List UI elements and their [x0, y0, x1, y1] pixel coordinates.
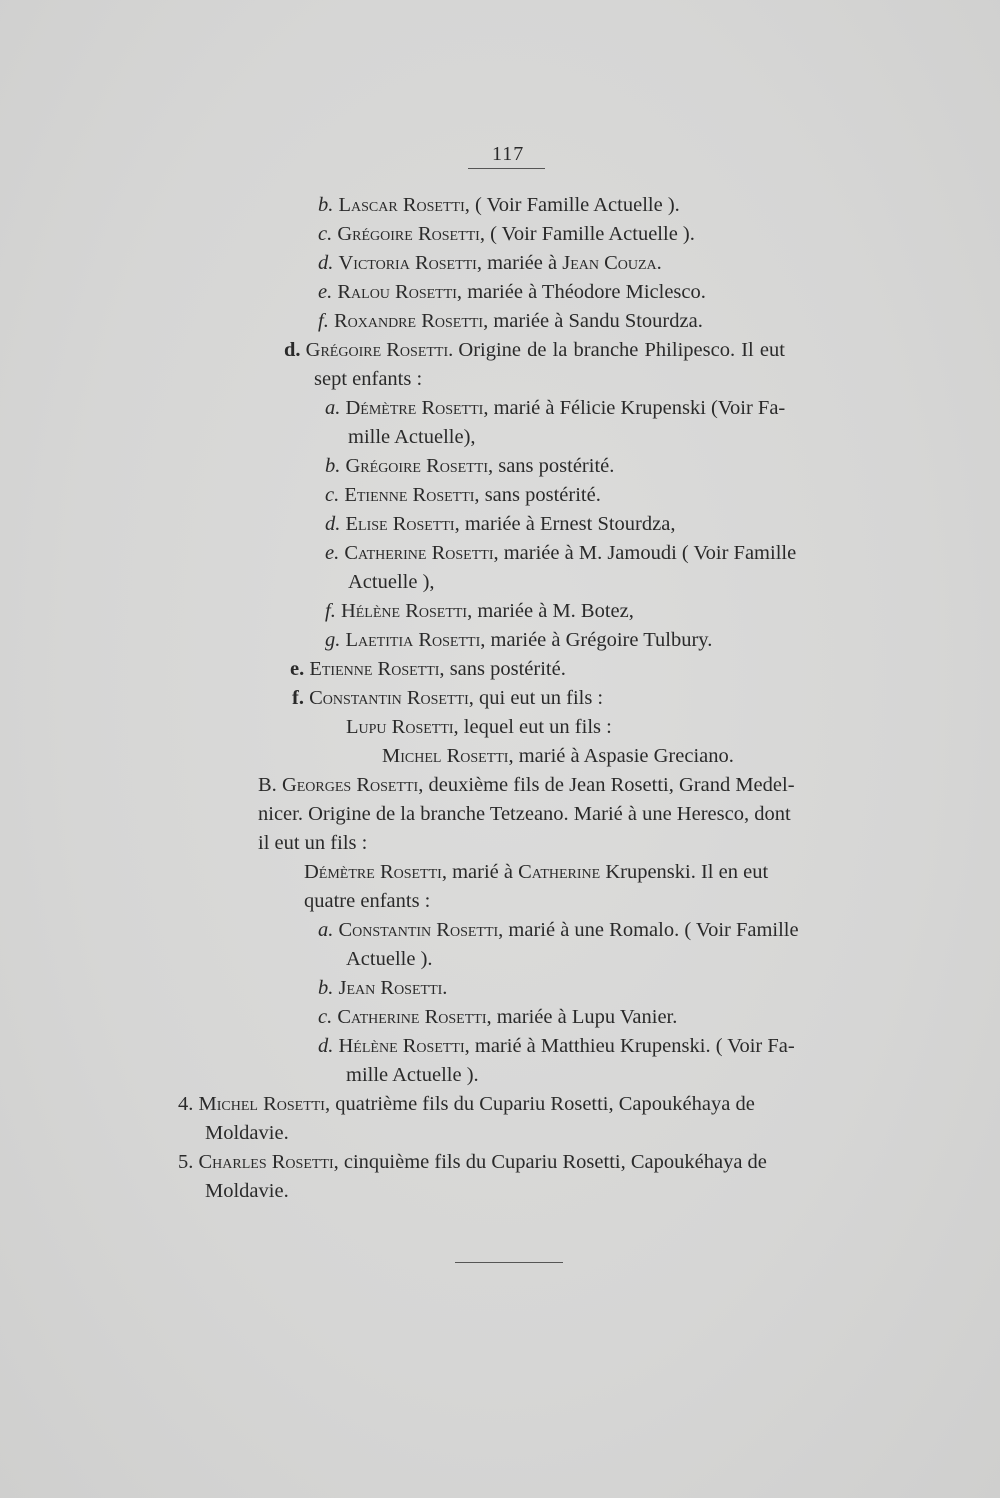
- surname: Rosetti,: [377, 658, 445, 680]
- entry-line: [325, 483, 601, 507]
- entry-marker: e.: [325, 542, 340, 564]
- entry-line: [325, 396, 785, 420]
- continuation-line: Actuelle ),: [348, 571, 435, 593]
- entry-marker: a.: [325, 397, 341, 419]
- surname: Rosetti,: [436, 919, 504, 941]
- entry-line: [292, 686, 603, 710]
- entry-marker: c.: [318, 1006, 333, 1028]
- given-name: Grégoire: [337, 223, 413, 245]
- given-name: Laetitia: [345, 629, 414, 651]
- entry-marker: 5.: [178, 1151, 194, 1173]
- entry-text: Origine de la branche Philipesco. Il eut: [458, 339, 785, 361]
- given-name: Lascar: [338, 194, 398, 216]
- entry-text: mariée à Grégoire Tulbury.: [490, 629, 713, 651]
- given-name: Catherine: [344, 542, 427, 564]
- page-number: 117: [492, 143, 525, 165]
- given-name: Charles: [198, 1151, 267, 1173]
- given-name: Jean: [338, 977, 376, 999]
- surname: Rosetti.: [386, 339, 454, 361]
- entry-line: [318, 222, 695, 246]
- given-name: Elise: [345, 513, 388, 535]
- footer-rule: [455, 1262, 563, 1263]
- given-name: Démètre: [304, 861, 375, 883]
- entry-text: marié à une Romalo. ( Voir Famille: [508, 919, 799, 941]
- entry-text: sans postérité.: [449, 658, 566, 680]
- entry-text: mariée à Théodore Miclesco.: [467, 281, 706, 303]
- entry-marker: f.: [325, 600, 336, 622]
- given-name: Lupu: [346, 716, 387, 738]
- entry-text: mariée à Sandu Stourdza.: [493, 310, 703, 332]
- entry-text: mariée à Ernest Stourdza,: [464, 513, 676, 535]
- given-name: Hélène: [338, 1035, 398, 1057]
- continuation-line: sept enfants :: [314, 368, 423, 390]
- entry-line: [258, 773, 795, 797]
- entry-marker: a.: [318, 919, 334, 941]
- surname: Rosetti,: [431, 542, 499, 564]
- entry-line: [318, 976, 447, 1000]
- given-name: Georges: [281, 774, 352, 796]
- entry-text: sans postérité.: [484, 484, 601, 506]
- entry-line: [178, 1150, 767, 1174]
- entry-line: [318, 251, 662, 275]
- spouse-name: Catherine: [518, 861, 601, 883]
- entry-line: [304, 860, 768, 884]
- surname: Rosetti.: [380, 977, 448, 999]
- entry-line: [382, 744, 734, 768]
- entry-marker: d.: [325, 513, 341, 535]
- entry-text: marié à Félicie Krupenski (Voir Fa-: [493, 397, 786, 419]
- surname: Rosetti,: [418, 629, 486, 651]
- continuation-line: Moldavie.: [205, 1122, 289, 1144]
- given-name: Grégoire: [345, 455, 421, 477]
- surname: Rosetti,: [395, 281, 463, 303]
- given-name: Constantin: [309, 687, 402, 709]
- entry-marker: B.: [258, 774, 277, 796]
- entry-line: [318, 193, 680, 217]
- entry-text: mariée à Lupu Vanier.: [496, 1006, 678, 1028]
- entry-line: [325, 628, 712, 652]
- entry-text: marié à: [452, 861, 513, 883]
- surname: Rosetti,: [271, 1151, 339, 1173]
- entry-marker: g.: [325, 629, 341, 651]
- surname: Rosetti,: [421, 310, 489, 332]
- entry-line: [290, 657, 566, 681]
- entry-marker: d.: [284, 339, 301, 361]
- entry-marker: c.: [325, 484, 340, 506]
- continuation-line: nicer. Origine de la branche Tetzeano. Marié à une Heresco, dont: [258, 803, 791, 825]
- given-name: Victoria: [338, 252, 410, 274]
- entry-line: [284, 338, 785, 362]
- entry-text: ( Voir Famille Actuelle ).: [474, 194, 680, 216]
- entry-text: lequel eut un fils :: [463, 716, 612, 738]
- entry-line: [318, 1034, 795, 1058]
- continuation-line: mille Actuelle ).: [346, 1064, 479, 1086]
- given-name: Etienne: [344, 484, 408, 506]
- given-name: Michel: [198, 1093, 258, 1115]
- continuation-line: il eut un fils :: [258, 832, 368, 854]
- entry-text: mariée à: [487, 252, 558, 274]
- entry-marker: c.: [318, 223, 333, 245]
- surname: Rosetti,: [414, 252, 482, 274]
- surname: Rosetti,: [263, 1093, 331, 1115]
- entry-marker: b.: [325, 455, 341, 477]
- surname: Rosetti,: [412, 484, 480, 506]
- entry-line: [318, 918, 799, 942]
- given-name: Hélène: [340, 600, 401, 622]
- entry-marker: 4.: [178, 1093, 194, 1115]
- entry-line: [318, 309, 703, 333]
- entry-marker: f.: [292, 687, 304, 709]
- entry-marker: d.: [318, 252, 334, 274]
- given-name: Grégoire: [305, 339, 382, 361]
- entry-line: [318, 1005, 677, 1029]
- given-name: Etienne: [309, 658, 373, 680]
- surname: Rosetti,: [356, 774, 424, 796]
- entry-text: sans postérité.: [498, 455, 615, 477]
- entry-line: [346, 715, 612, 739]
- given-name: Démètre: [345, 397, 417, 419]
- entry-marker: e.: [290, 658, 305, 680]
- continuation-line: quatre enfants :: [304, 890, 431, 912]
- entry-marker: d.: [318, 1035, 334, 1057]
- surname: Rosetti,: [405, 600, 473, 622]
- given-name: Ralou: [337, 281, 390, 303]
- surname: Rosetti,: [417, 223, 485, 245]
- entry-marker: b.: [318, 977, 334, 999]
- continuation-line: Actuelle ).: [346, 948, 433, 970]
- surname: Rosetti,: [426, 455, 494, 477]
- header-rule: [468, 168, 545, 169]
- surname: Rosetti,: [391, 716, 459, 738]
- entry-text: marié à Aspasie Greciano.: [518, 745, 734, 767]
- entry-text-end: Krupenski. Il en eut: [605, 861, 769, 883]
- entry-marker: f.: [318, 310, 329, 332]
- surname: Rosetti,: [402, 1035, 470, 1057]
- entry-marker: e.: [318, 281, 333, 303]
- given-name: Michel: [382, 745, 442, 767]
- surname: Rosetti,: [446, 745, 514, 767]
- continuation-line: mille Actuelle),: [348, 426, 476, 448]
- entry-line: [178, 1092, 755, 1116]
- entry-line: [325, 541, 796, 565]
- entry-line: [325, 512, 675, 536]
- entry-text: marié à Matthieu Krupenski. ( Voir Fa-: [474, 1035, 795, 1057]
- entry-text: quatrième fils du Cupariu Rosetti, Capoukéhaya de: [335, 1093, 755, 1115]
- entry-marker: b.: [318, 194, 334, 216]
- entry-line: [325, 454, 614, 478]
- surname: Rosetti,: [402, 194, 470, 216]
- surname: Rosetti,: [424, 1006, 492, 1028]
- entry-text: ( Voir Famille Actuelle ).: [490, 223, 695, 245]
- entry-line: [318, 280, 706, 304]
- entry-text: qui eut un fils :: [479, 687, 604, 709]
- spouse-name: Jean Couza.: [562, 252, 662, 274]
- entry-text: mariée à M. Botez,: [477, 600, 634, 622]
- surname: Rosetti,: [392, 513, 460, 535]
- given-name: Roxandre: [333, 310, 417, 332]
- surname: Rosetti,: [421, 397, 489, 419]
- continuation-line: Moldavie.: [205, 1180, 289, 1202]
- given-name: Catherine: [337, 1006, 420, 1028]
- entry-text: deuxième fils de Jean Rosetti, Grand Medel-: [428, 774, 795, 796]
- entry-text: cinquième fils du Cupariu Rosetti, Capoukéhaya de: [343, 1151, 767, 1173]
- surname: Rosetti,: [406, 687, 474, 709]
- entry-text: mariée à M. Jamoudi ( Voir Famille: [503, 542, 797, 564]
- surname: Rosetti,: [379, 861, 447, 883]
- given-name: Constantin: [338, 919, 432, 941]
- entry-line: [325, 599, 634, 623]
